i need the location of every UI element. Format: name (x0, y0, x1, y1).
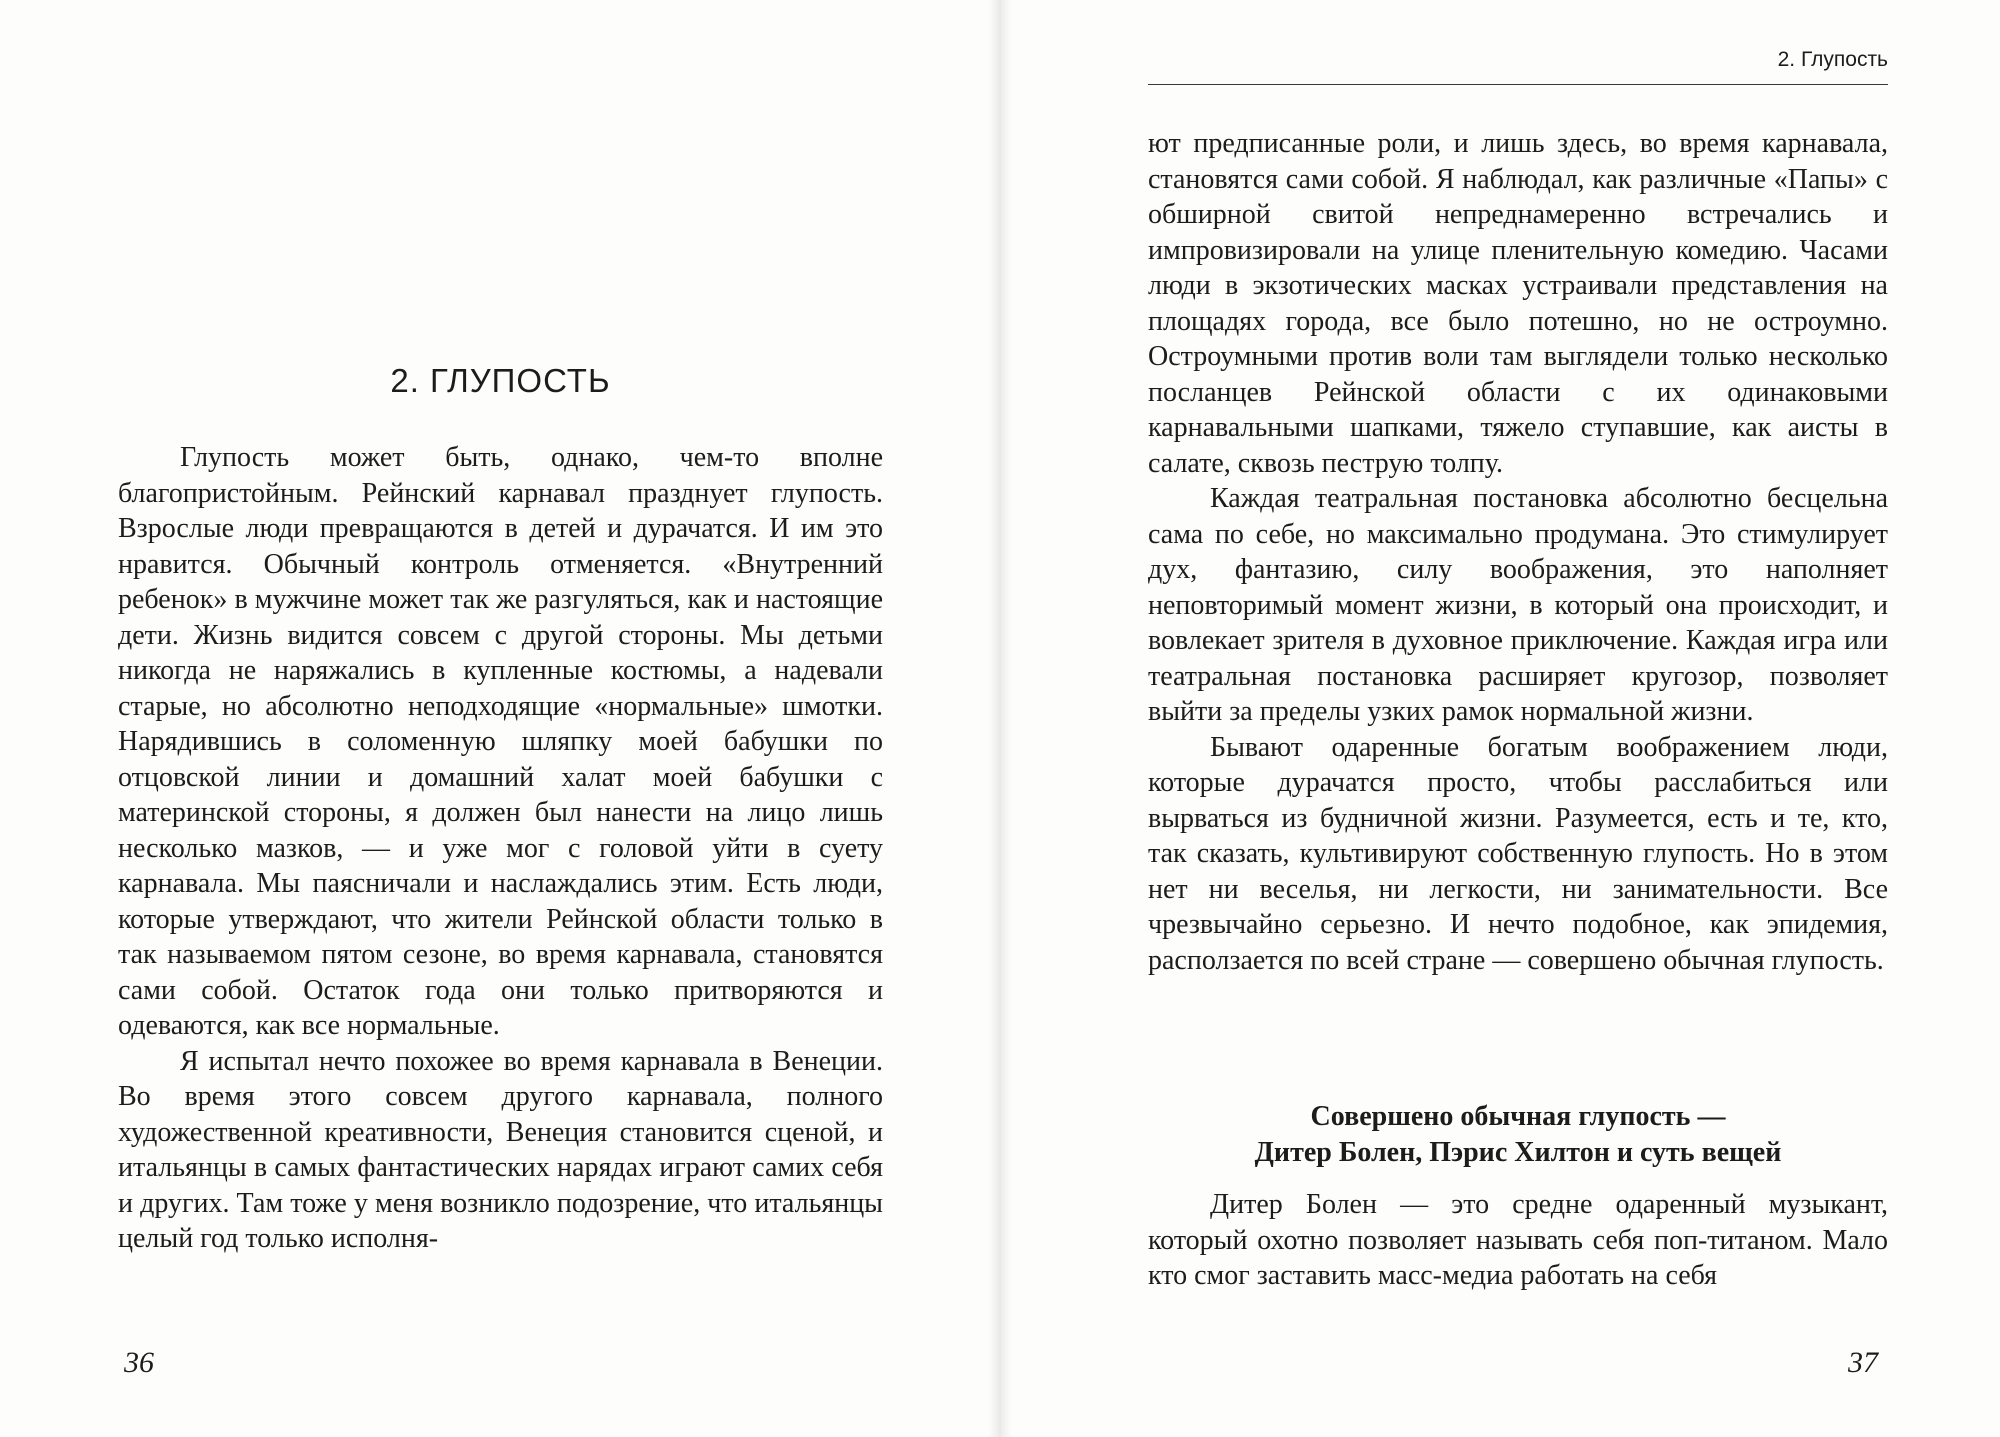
paragraph: Я испытал нечто похожее во время карнавала в Венеции. Во время этого совсем другого карнавала, полного художественной креативности, Венеция становится сценой, и итальянцы в самых фантастических нарядах играют самих себя и других. Там тоже у меня возникло подозрение, что итальянцы целый год только исполня- (118, 1045, 883, 1254)
right-page-text (1148, 126, 1888, 978)
paragraph: Каждая театральная постановка абсолютно бесцельна сама по себе, но максимально продумана. Это стимулирует дух, фантазию, силу воображения, это наполняет неповторимый момент жизни, в который она происходит, и вовлекает зрителя в духовное приключение. Каждая игра или театральная постановка расширяет кругозор, позволяет выйти за пределы узких рамок нормальной жизни. (1148, 483, 1888, 727)
paragraph: Бывают одаренные богатым воображением люди, которые дурачатся просто, чтобы расслабиться или вырваться из будничной жизни. Разумеется, есть и те, кто, так сказать, культивируют собственную глупость. Но в этом нет ни веселья, ни легкости, ни занимательности. Все чрезвычайно серьезно. И нечто подобное, как эпидемия, расползается по всей стране — совершено обычная глупость. (1148, 731, 1888, 976)
section-title-line: Дитер Болен, Пэрис Хилтон и суть вещей (1254, 1137, 1782, 1168)
paragraph: Дитер Болен — это средне одаренный музыкант, который охотно позволяет называть себя поп-титаном. Мало кто смог заставить масс-медиа работать на себя (1148, 1189, 1888, 1291)
chapter-title: 2. ГЛУПОСТЬ (390, 362, 611, 399)
running-head-rule (1148, 84, 1888, 85)
running-head: 2. Глупость (1777, 48, 1888, 71)
page-number-left: 36 (124, 1346, 154, 1379)
paragraph-continued: ют предписанные роли, и лишь здесь, во время карнавала, становятся сами собой. Я наблюдал, как различные «Папы» с обширной свитой непреднамеренно встречались и импровизировали на улице пленительную комедию. Часами люди в экзотических масках устраивали представления на площадях города, все было потешно, но не остроумно. Остроумными против воли там выглядели только несколько посланцев Рейнской области с их одинаковыми карнавальными шапками, тяжело ступавшие, как аисты в салате, сквозь пеструю толпу. (1148, 128, 1888, 479)
page-number-right: 37 (1848, 1346, 1878, 1379)
left-page-text (118, 440, 883, 1257)
section-text (1148, 1187, 1888, 1294)
book-gutter (988, 0, 1012, 1437)
section-title (1148, 1099, 1888, 1171)
paragraph: Глупость может быть, однако, чем-то вполне благопристойным. Рейнский карнавал празднует глупость. Взрослые люди превращаются в детей и дурачатся. И им это нравится. Обычный контроль отменяется. «Внутренний ребенок» в мужчине может так же разгуляться, как и настоящие дети. Жизнь видится совсем с другой стороны. Мы детьми никогда не наряжались в купленные костюмы, а надевали старые, но абсолютно неподходящие «нормальные» шмотки. Нарядившись в соломенную шляпку моей бабушки по отцовской линии и домашний халат моей бабушки с материнской стороны, я должен был нанести на лицо лишь несколько мазков, — и уже мог с головой уйти в суету карнавала. Мы паясничали и наслаждались этим. Есть люди, которые утверждают, что жители Рейнской области только в так называемом пятом сезоне, во время карнавала, становятся сами собой. Остаток года они только притворяются и одеваются, как все нормальные. (118, 442, 883, 1041)
section-title-line: Совершено обычная глупость — (1310, 1101, 1726, 1132)
